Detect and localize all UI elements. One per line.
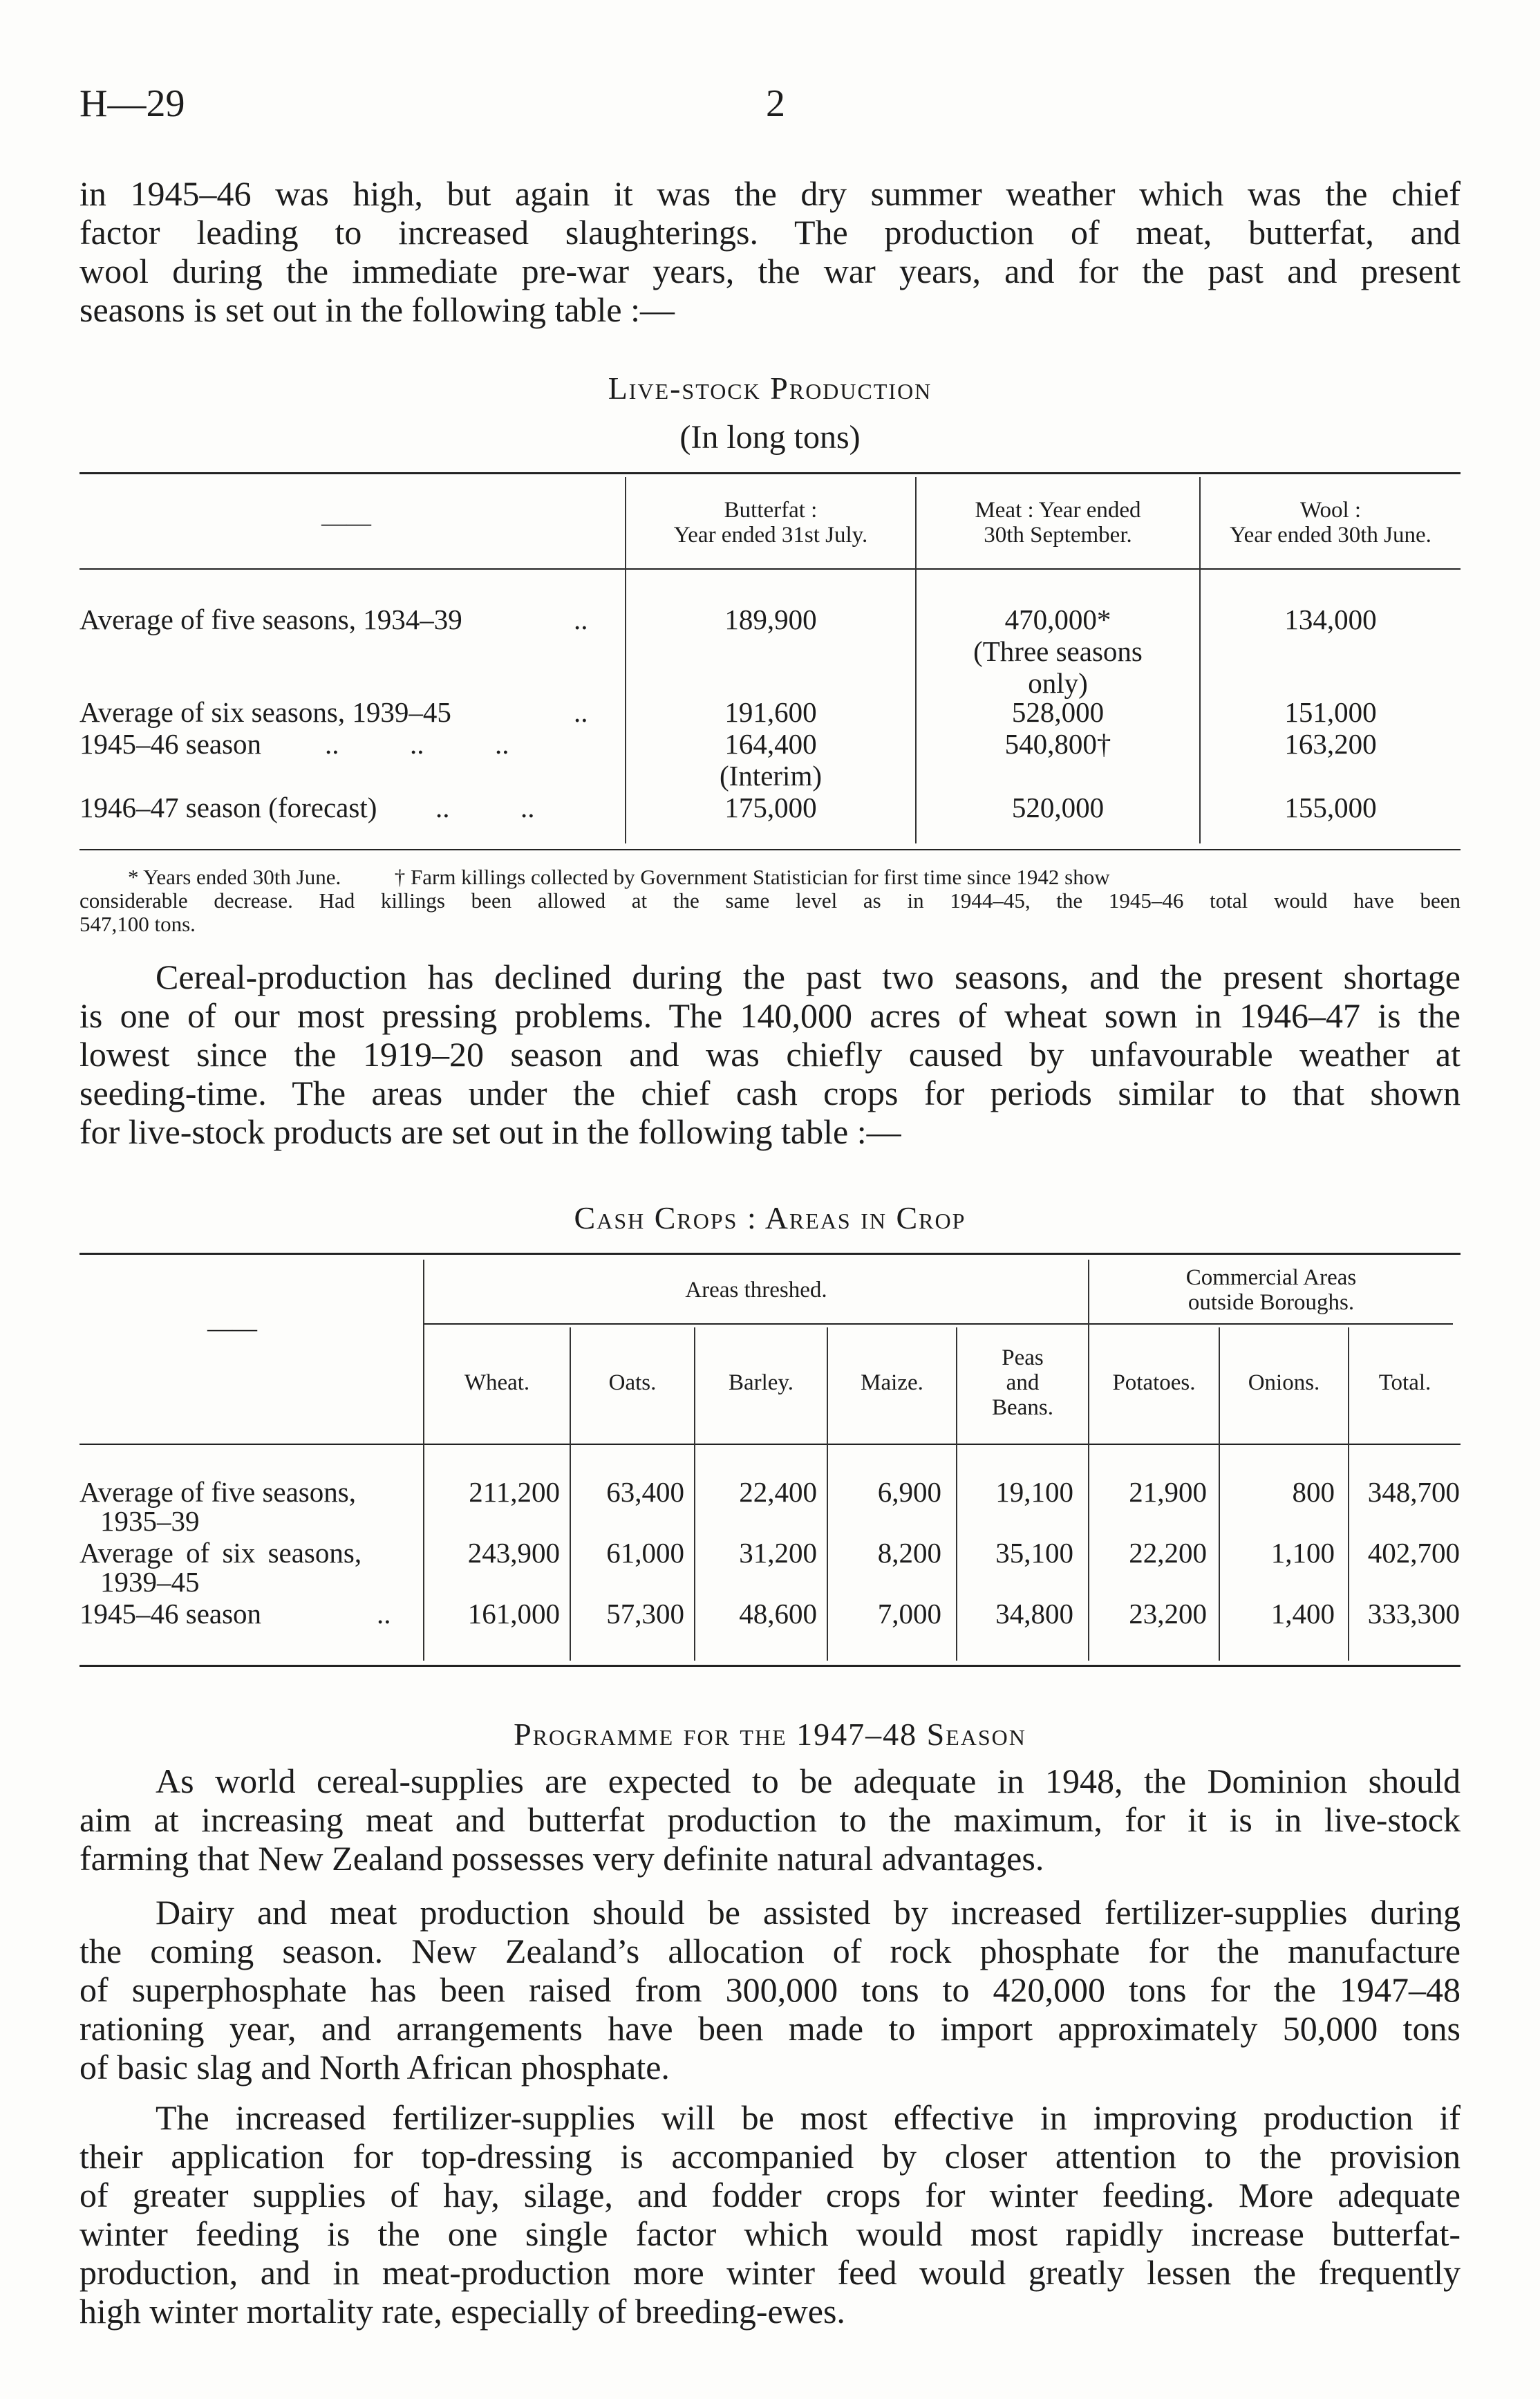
row-label: 1945–46 season xyxy=(79,1598,262,1630)
table-rule xyxy=(79,1665,1461,1667)
header-wool xyxy=(1201,498,1461,548)
header-oats: Oats. xyxy=(608,1370,657,1395)
peas-beans-value: 34,800 xyxy=(995,1598,1073,1630)
onions-value: 1,400 xyxy=(1270,1598,1335,1630)
text-line: in 1945–46 was high, but again it was the dry summer weather which was the chief xyxy=(79,174,1461,213)
row-label: 1935–39 xyxy=(100,1505,200,1537)
maize-value: 7,000 xyxy=(877,1598,941,1630)
wool-value: 134,000 xyxy=(1284,604,1377,635)
table-rule xyxy=(79,568,1461,570)
header-line: Peas xyxy=(1002,1345,1044,1370)
butterfat-value: 164,400 xyxy=(724,728,817,760)
programme-paragraph-1 xyxy=(79,1762,1461,1878)
meat-value: 520,000 xyxy=(1011,792,1105,823)
header-wheat: Wheat. xyxy=(464,1370,530,1395)
header-peas-and-beans xyxy=(957,1345,1088,1420)
peas-beans-value: 19,100 xyxy=(995,1476,1073,1508)
header-line: Beans. xyxy=(992,1395,1053,1420)
header-meat xyxy=(917,498,1199,548)
header-total: Total. xyxy=(1378,1370,1431,1395)
cereal-paragraph xyxy=(79,958,1461,1151)
text-line: farming that New Zealand possesses very definite natural advantages. xyxy=(79,1839,1044,1878)
text-line: rationing year, and arrangements have been made to import approximately 50,000 tons xyxy=(79,2009,1461,2048)
footnote-line: considerable decrease. Had killings been allowed at the same level as in 1944–45, the 1945–46 total would have been xyxy=(79,888,1461,913)
oats-value: 57,300 xyxy=(606,1598,684,1630)
wheat-value: 243,900 xyxy=(467,1537,560,1569)
table-rule xyxy=(423,1323,1453,1325)
row-leader: .. xyxy=(574,604,588,635)
row-label: 1939–45 xyxy=(100,1566,200,1598)
butterfat-value: 175,000 xyxy=(724,792,817,823)
header-onions: Onions. xyxy=(1248,1370,1320,1395)
row-leader: .. .. xyxy=(435,792,535,823)
text-line: the coming season. New Zealand’s allocation of rock phosphate for the manufacture xyxy=(79,1932,1461,1970)
potatoes-value: 23,200 xyxy=(1129,1598,1207,1630)
potatoes-value: 21,900 xyxy=(1129,1476,1207,1508)
programme-paragraph-3 xyxy=(79,2098,1461,2331)
barley-value: 22,400 xyxy=(739,1476,817,1508)
blank-header: —— xyxy=(321,509,371,536)
text-line: seeding-time. The areas under the chief cash crops for periods similar to that shown xyxy=(79,1074,1461,1112)
header-barley: Barley. xyxy=(728,1370,794,1395)
header-line: and xyxy=(1006,1370,1040,1395)
text-line: As world cereal-supplies are expected to be adequate in 1948, the Dominion should xyxy=(156,1762,1461,1800)
meat-value: 470,000* xyxy=(1004,604,1111,635)
total-value: 348,700 xyxy=(1367,1476,1460,1508)
maize-value: 8,200 xyxy=(877,1537,941,1569)
text-line: of greater supplies of hay, silage, and fodder crops for winter feeding. More adequate xyxy=(79,2176,1461,2214)
page-number: 2 xyxy=(766,82,785,125)
text-line: factor leading to increased slaughterings. The production of meat, butterfat, and xyxy=(79,213,1461,252)
footnote-line: * Years ended 30th June. † Farm killings collected by Government Statistician for first time since 1942 show xyxy=(128,865,1110,889)
oats-value: 61,000 xyxy=(606,1537,684,1569)
intro-paragraph xyxy=(79,174,1461,329)
meat-note: only) xyxy=(1028,667,1088,699)
header-commercial-areas xyxy=(1089,1265,1453,1315)
table-rule xyxy=(79,1253,1461,1255)
table1-title: Live-stock Production xyxy=(608,371,932,406)
onions-value: 800 xyxy=(1292,1476,1335,1508)
table-rule xyxy=(79,849,1461,850)
header-maize: Maize. xyxy=(861,1370,923,1395)
header-line: Wool : xyxy=(1299,498,1362,523)
wheat-value: 161,000 xyxy=(467,1598,560,1630)
text-line: Dairy and meat production should be assisted by increased fertilizer-supplies during xyxy=(156,1893,1461,1932)
text-line: is one of our most pressing problems. The 140,000 acres of wheat sown in 1946–47 is the xyxy=(79,996,1461,1035)
wool-value: 155,000 xyxy=(1284,792,1377,823)
onions-value: 1,100 xyxy=(1270,1537,1335,1569)
wheat-value: 211,200 xyxy=(469,1476,560,1508)
row-label: Average of five seasons, xyxy=(79,1476,356,1508)
text-line: production, and in meat-production more winter feed would greatly lessen the frequently xyxy=(79,2253,1461,2292)
text-line: wool during the immediate pre-war years, the war years, and for the past and present xyxy=(79,252,1461,290)
row-label: 1945–46 season xyxy=(79,728,262,760)
butterfat-value: 191,600 xyxy=(724,696,817,728)
wool-value: 151,000 xyxy=(1284,696,1377,728)
row-label: Average of five seasons, 1934–39 xyxy=(79,604,462,635)
text-line: aim at increasing meat and butterfat production to the maximum, for it is in live-stock xyxy=(79,1800,1461,1839)
peas-beans-value: 35,100 xyxy=(995,1537,1073,1569)
table-rule xyxy=(79,472,1461,474)
total-value: 402,700 xyxy=(1367,1537,1460,1569)
programme-paragraph-2 xyxy=(79,1893,1461,2087)
meat-note: (Three seasons xyxy=(973,635,1143,667)
butterfat-value: 189,900 xyxy=(724,604,817,635)
header-potatoes: Potatoes. xyxy=(1112,1370,1196,1395)
maize-value: 6,900 xyxy=(877,1476,941,1508)
table2-title: Cash Crops : Areas in Crop xyxy=(574,1200,966,1235)
meat-value: 540,800† xyxy=(1004,728,1111,760)
header-line: Meat : Year ended xyxy=(975,498,1141,523)
programme-title: Programme for the 1947–48 Season xyxy=(514,1717,1026,1752)
text-line: seasons is set out in the following table :— xyxy=(79,290,675,329)
header-line: Year ended 31st July. xyxy=(673,523,868,548)
footnote-line: 547,100 tons. xyxy=(79,912,196,936)
potatoes-value: 22,200 xyxy=(1129,1537,1207,1569)
header-areas-threshed: Areas threshed. xyxy=(685,1278,827,1303)
table1-footnote xyxy=(79,866,1461,936)
header-line: Year ended 30th June. xyxy=(1230,523,1431,548)
header-line: Butterfat : xyxy=(724,498,818,523)
text-line: The increased fertilizer-supplies will be most effective in improving production if xyxy=(156,2098,1461,2137)
text-line: lowest since the 1919–20 season and was chiefly caused by unfavourable weather at xyxy=(79,1035,1461,1074)
header-butterfat xyxy=(626,498,915,548)
text-line: Cereal-production has declined during the past two seasons, and the present shortage xyxy=(156,958,1461,996)
row-label: 1946–47 season (forecast) xyxy=(79,792,377,823)
row-leader: .. xyxy=(377,1598,391,1630)
row-leader: .. .. .. xyxy=(325,728,509,760)
oats-value: 63,400 xyxy=(606,1476,684,1508)
text-line: their application for top-dressing is accompanied by closer attention to the provision xyxy=(79,2137,1461,2176)
blank-header: —— xyxy=(207,1314,257,1342)
text-line: high winter mortality rate, especially of breeding-ewes. xyxy=(79,2292,845,2331)
document-code: H—29 xyxy=(79,82,185,125)
barley-value: 31,200 xyxy=(739,1537,817,1569)
text-line: of superphosphate has been raised from 300,000 tons to 420,000 tons for the 1947–48 xyxy=(79,1970,1461,2009)
header-line: outside Boroughs. xyxy=(1187,1290,1355,1315)
text-line: of basic slag and North African phosphate. xyxy=(79,2048,670,2087)
row-label: Average of six seasons, xyxy=(79,1537,362,1569)
row-label: Average of six seasons, 1939–45 xyxy=(79,696,451,728)
header-line: 30th September. xyxy=(984,523,1132,548)
barley-value: 48,600 xyxy=(739,1598,817,1630)
text-line: for live-stock products are set out in the following table :— xyxy=(79,1112,901,1151)
row-leader: .. xyxy=(574,696,588,728)
header-line: Commercial Areas xyxy=(1185,1265,1357,1290)
table-rule xyxy=(79,1444,1461,1445)
meat-value: 528,000 xyxy=(1011,696,1105,728)
table1-subtitle: (In long tons) xyxy=(679,419,861,456)
text-line: winter feeding is the one single factor which would most rapidly increase butterfat- xyxy=(79,2214,1461,2253)
butterfat-note: (Interim) xyxy=(720,760,822,792)
total-value: 333,300 xyxy=(1367,1598,1460,1630)
wool-value: 163,200 xyxy=(1284,728,1377,760)
